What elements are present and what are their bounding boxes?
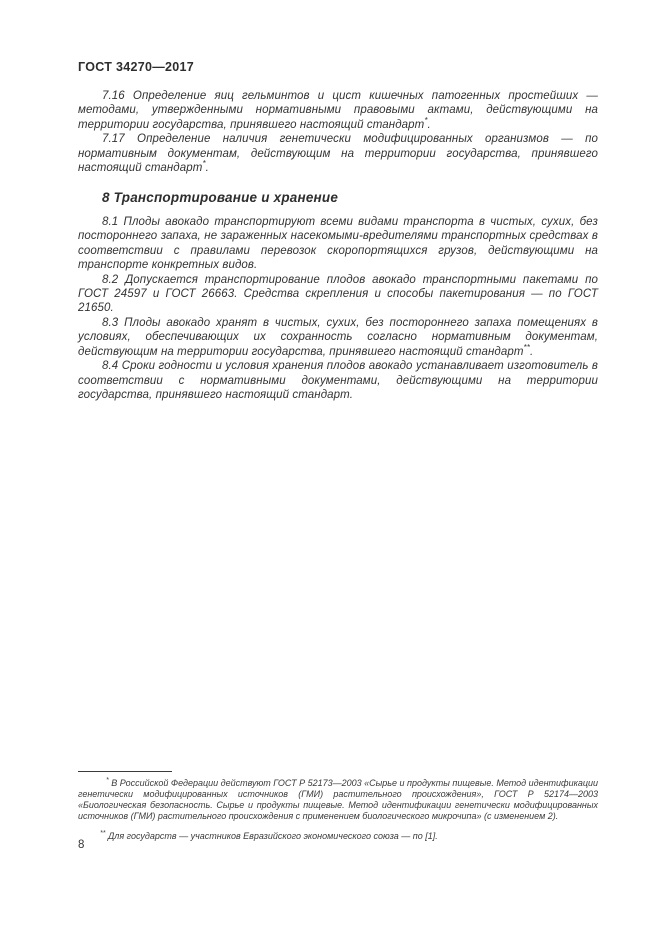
paragraph-8-4: 8.4 Сроки годности и условия хранения плодов авокадо устанавливает изготовитель в соответствии с нормативными документами, действующими на территории государства, принявшего настоящий стандарт. (78, 360, 598, 402)
footnote-1 (78, 778, 598, 822)
paragraph-7-17 (78, 132, 598, 175)
paragraph-7-17-text: 7.17 Определение наличия генетически модифицированных организмов — по нормативным документам, действующим на территории государства, принявшего настоящий стандарт (78, 133, 598, 175)
footnote-separator-rule (78, 771, 172, 772)
document-header: ГОСТ 34270—2017 (78, 60, 195, 74)
document-body (78, 89, 598, 403)
footnote-ref-asterisk: * (424, 116, 428, 126)
paragraph-8-3-text: 8.3 Плоды авокадо хранят в чистых, сухих, без постороннего запаха помещениях в условиях, обеспечивающих их сохранность согласно нормативным документам, действующим на территории государства, принявшего настоящий стандарт (78, 316, 598, 358)
footnote-2-marker: ** (100, 830, 106, 837)
footnote-ref-asterisk: * (202, 159, 206, 169)
paragraph-7-17-tail: . (205, 162, 209, 175)
paragraph-8-2: 8.2 Допускается транспортирование плодов авокадо транспортными пакетами по ГОСТ 24597 и ГОСТ 26663. Средства скрепления и способы пакетирования — по ГОСТ 21650. (78, 273, 598, 315)
paragraph-7-16-text: 7.16 Определение яиц гельминтов и цист кишечных патогенных простейших — методами, утвержденными нормативными правовыми актами, действующими на территории государства, принявшего настоящий стандарт (78, 90, 598, 131)
paragraph-7-16 (78, 89, 598, 132)
paragraph-8-3 (78, 316, 598, 359)
footnote-1-marker: * (106, 777, 109, 784)
footnotes-block (78, 771, 598, 842)
paragraph-8-1: 8.1 Плоды авокадо транспортируют всеми видами транспорта в чистых, сухих, без постороннего запаха, не зараженных насекомыми-вредителями транспортных средствах в соответствии с правилами перевозок скоропортящихся грузов, действующими на транспорте конкретных видов. (78, 215, 598, 272)
footnote-ref-double-asterisk: ** (523, 342, 530, 352)
page-number: 8 (78, 839, 85, 851)
footnote-2 (78, 831, 598, 842)
paragraph-8-3-tail: . (529, 345, 534, 358)
paragraph-7-16-tail: . (427, 118, 431, 131)
section-heading-8: 8 Транспортирование и хранение (102, 189, 339, 205)
footnote-2-text: Для государств — участников Евразийского экономического союза — по [1]. (105, 831, 438, 841)
footnote-1-text: В Российской Федерации действуют ГОСТ Р 52173—2003 «Сырье и продукты пищевые. Метод идентификации генетически модифицированных источников (ГМИ) растительного происхождения», ГОСТ Р 52174—2003 «Биологическая безопасность. Сырье и продукты пищевые. Метод идентификации генетически модифицированных источников (ГМИ) растительного происхождения с применением биологического микрочипа» (с изменением 2). (78, 778, 598, 821)
